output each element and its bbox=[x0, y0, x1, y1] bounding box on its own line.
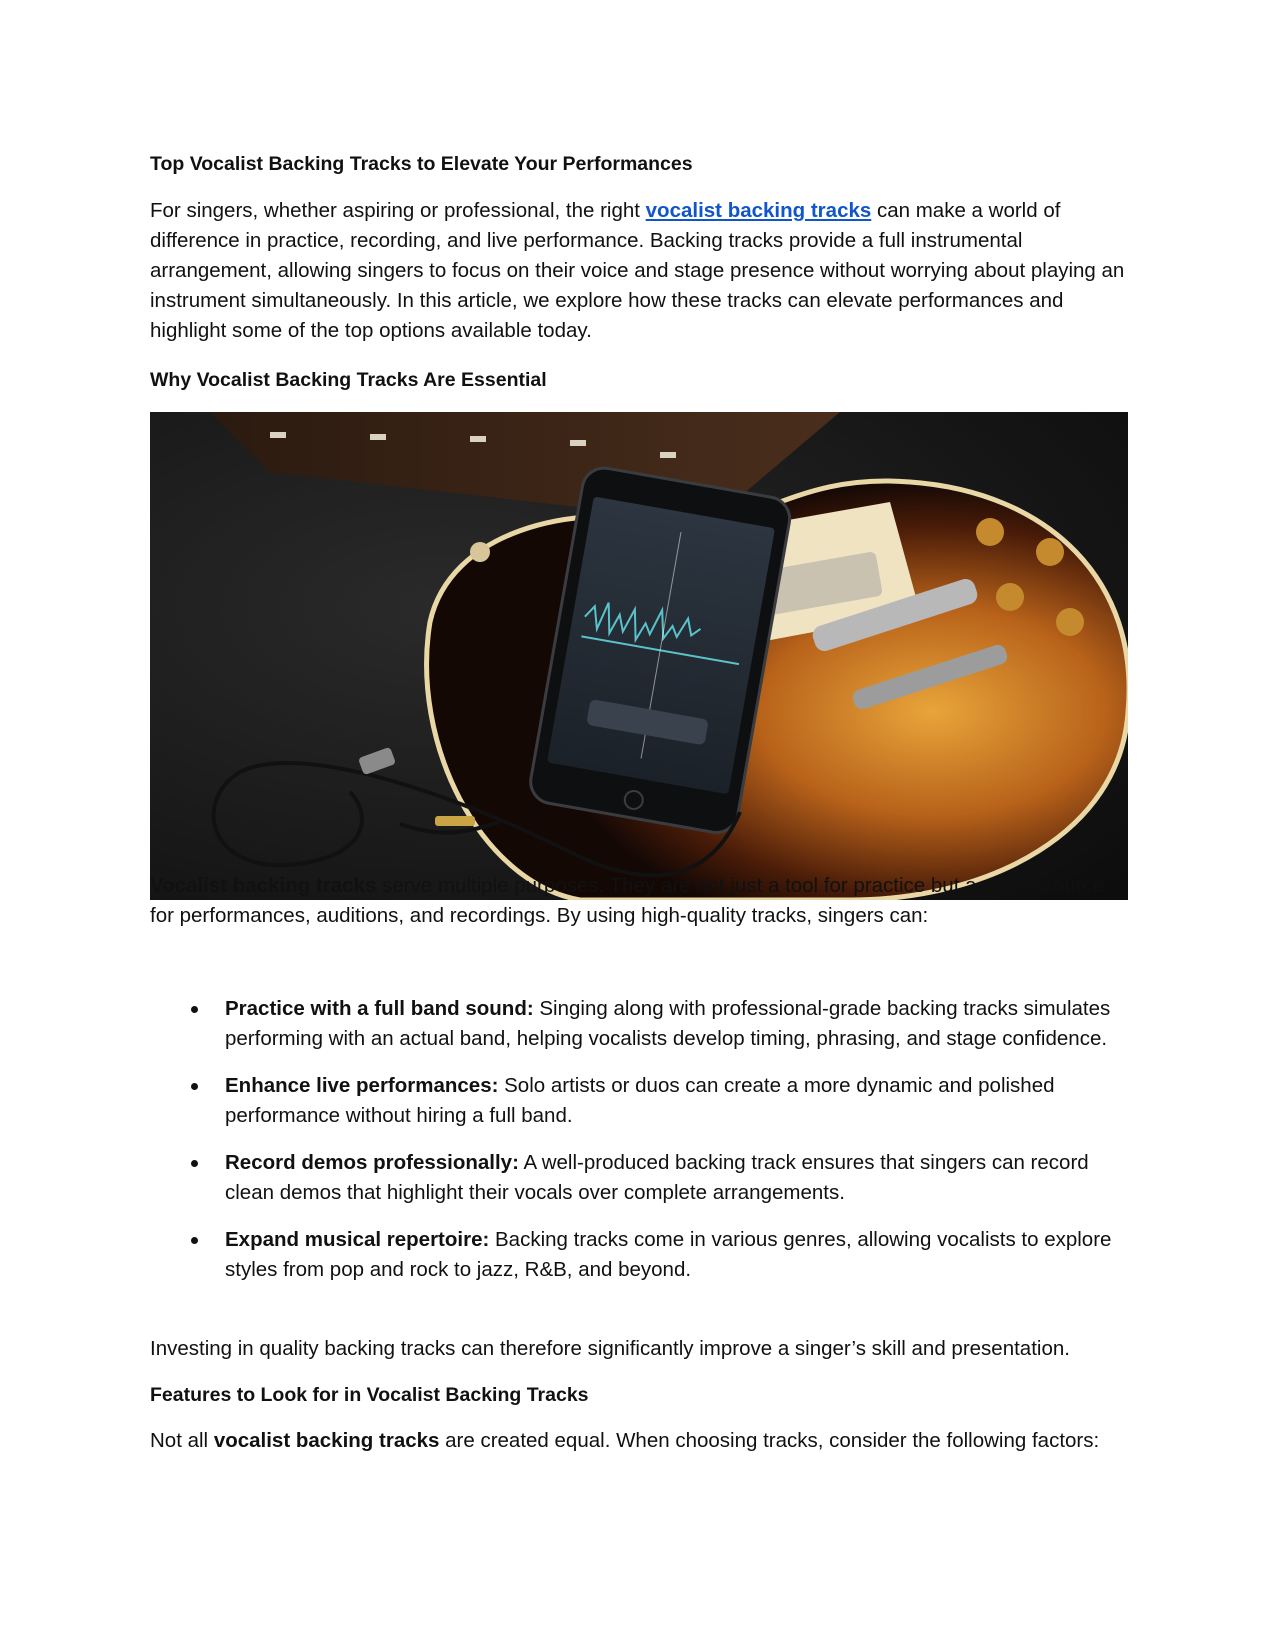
purpose-bold: Vocalist backing tracks bbox=[150, 874, 377, 897]
list-item-title: Record demos professionally: bbox=[225, 1151, 519, 1174]
bullet-icon bbox=[191, 1083, 198, 1090]
benefits-list bbox=[150, 994, 1130, 1302]
intro-text-after: can make a world of difference in practice, recording, and live performance. Backing tracks provide a full instrumental arrangement, allowing singers to focus on their voice and stage presence without worrying about playing an instrument simultaneously. In this article, we explore how these tracks can elevate performances and highlight some of the top options available today. bbox=[150, 199, 1125, 342]
closing-bold: vocalist backing tracks bbox=[213, 1429, 440, 1452]
bullet-icon bbox=[191, 1160, 198, 1167]
list-item-title: Enhance live performances: bbox=[225, 1074, 499, 1097]
list-item-title: Practice with a full band sound: bbox=[225, 997, 534, 1020]
list-item-text: Backing tracks come in various genres, allowing vocalists to explore styles from pop and rock to jazz, R&B, and beyond. bbox=[225, 1228, 1112, 1281]
list-item bbox=[150, 1071, 1130, 1131]
closing-after: are created equal. When choosing tracks, consider the following factors: bbox=[439, 1429, 1100, 1452]
section-heading-features: Features to Look for in Vocalist Backing Tracks bbox=[150, 1384, 589, 1406]
guitar-phone-photo bbox=[150, 412, 1128, 900]
investing-paragraph: Investing in quality backing tracks can therefore significantly improve a singer’s skill and presentation. bbox=[150, 1337, 1070, 1360]
closing-before: Not all bbox=[150, 1429, 214, 1452]
list-item bbox=[150, 1225, 1130, 1285]
section-heading-essential: Why Vocalist Backing Tracks Are Essential bbox=[150, 369, 547, 391]
page-title: Top Vocalist Backing Tracks to Elevate Your Performances bbox=[150, 153, 693, 175]
list-item-text: A well-produced backing track ensures that singers can record clean demos that highlight their vocals over complete arrangements. bbox=[225, 1151, 1089, 1204]
list-item-text: Solo artists or duos can create a more dynamic and polished performance without hiring a full band. bbox=[225, 1074, 1055, 1127]
bullet-icon bbox=[191, 1006, 198, 1013]
closing-paragraph bbox=[150, 1426, 1130, 1456]
vocalist-backing-tracks-link[interactable]: vocalist backing tracks bbox=[645, 199, 872, 222]
list-item-text: Singing along with professional-grade backing tracks simulates performing with an actual band, helping vocalists develop timing, phrasing, and stage confidence. bbox=[225, 997, 1111, 1050]
intro-text-before: For singers, whether aspiring or professional, the right bbox=[150, 199, 646, 222]
list-item bbox=[150, 994, 1130, 1054]
purpose-paragraph bbox=[150, 871, 1130, 931]
purpose-text: serve multiple purposes. They are not just a tool for practice but a vital resource for performances, auditions, and recordings. By using high-quality tracks, singers can: bbox=[150, 874, 1105, 927]
bullet-icon bbox=[191, 1237, 198, 1244]
intro-paragraph bbox=[150, 196, 1130, 346]
list-item-title: Expand musical repertoire: bbox=[225, 1228, 490, 1251]
list-item bbox=[150, 1148, 1130, 1208]
